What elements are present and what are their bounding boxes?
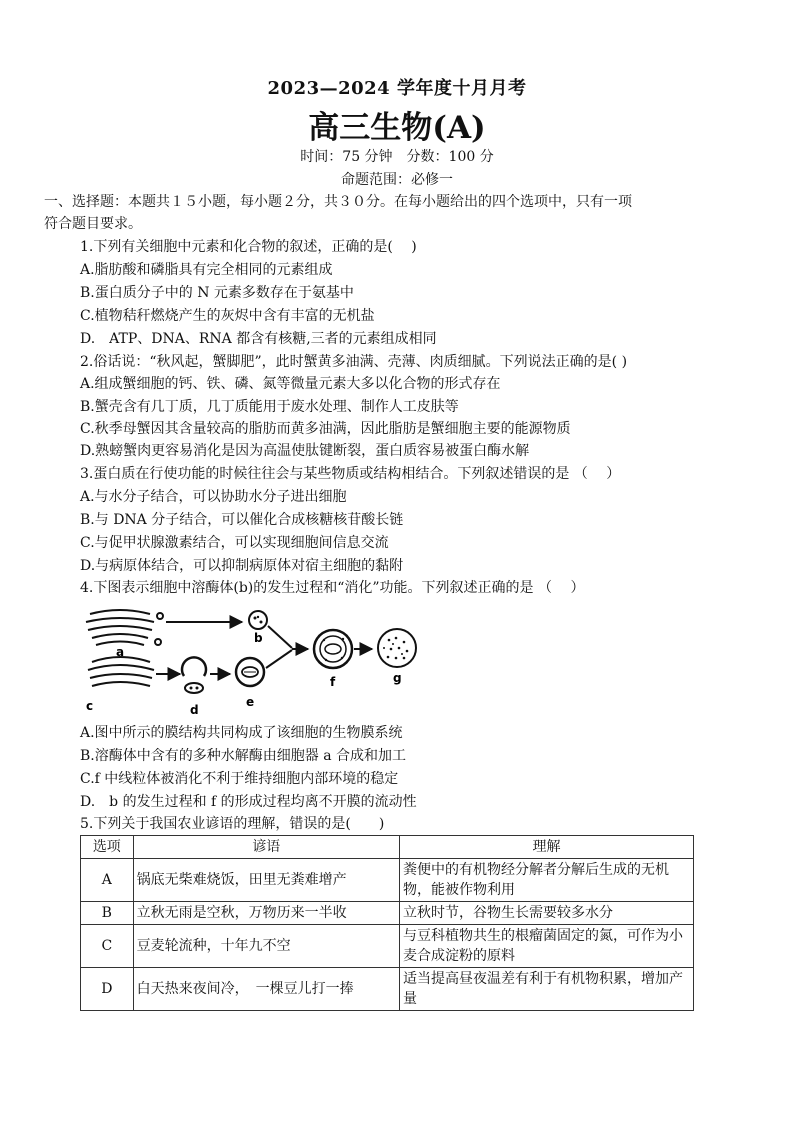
lysosome-diagram [80,602,420,720]
table-row [81,902,694,925]
row-c-option: C [81,925,134,968]
autophagosome-e [236,658,264,686]
section-instructions-line2: 符合题目要求。 [44,216,142,232]
label-c: c [86,699,94,713]
q2-option-a: A.组成蟹细胞的钙、铁、磷、氮等微量元素大多以化合物的形式存在 [80,376,501,392]
forming-vesicle-d [182,657,206,693]
q2-stem: 2.俗话说：“秋风起，蟹脚肥”，此时蟹黄多油满、壳薄、肉质细腻。下列说法正确的是( ) [80,354,628,370]
label-d: d [190,703,199,717]
q2-option-b: B.蟹壳含有几丁质，几丁质能用于废水处理、制作人工皮肤等 [80,399,459,415]
label-f: f [330,675,336,689]
section-instructions-line1: 一、选择题：本题共１５小题，每小题２分，共３０分。在每小题给出的四个选项中，只有一项 [44,194,632,210]
arrow-b-to-f [268,626,292,648]
golgi-apparatus-a [86,610,163,645]
proverb-table [80,835,694,1011]
row-d-option: D [81,968,134,1011]
q2-option-c: C.秋季母蟹因其含量较高的脂肪而黄多油满，因此脂肪是蟹细胞主要的能源物质 [80,421,571,437]
row-a-proverb: 锅底无柴难烧饭，田里无粪难增产 [133,859,399,902]
autolysosome-f [314,630,352,668]
q1-option-c: C.植物秸秆燃烧产生的灰烬中含有丰富的无机盐 [80,308,375,324]
exam-title: 2023—2024 学年度十月月考 [267,78,527,99]
q2-option-d: D.熟螃蟹肉更容易消化是因为高温使肽键断裂，蛋白质容易被蛋白酶水解 [80,443,530,459]
header-option: 选项 [81,836,134,859]
q3-option-c: C.与促甲状腺激素结合，可以实现细胞间信息交流 [80,535,389,551]
subject-title: 高三生物(A) [308,110,486,146]
table-row [81,925,694,968]
endoplasmic-reticulum-c [88,657,154,686]
label-g: g [393,671,402,685]
q4-option-a: A.图中所示的膜结构共同构成了该细胞的生物膜系统 [80,725,403,741]
lysosome-b [249,611,267,629]
time-score-info: 时间：75 分钟 分数：100 分 [300,149,494,165]
arrow-e-to-f [266,650,292,668]
q4-stem: 4.下图表示细胞中溶酶体(b)的发生过程和“消化”功能。下列叙述正确的是 （ ） [80,580,585,596]
q3-option-a: A.与水分子结合，可以协助水分子进出细胞 [80,489,347,505]
row-b-interpretation: 立秋时节，谷物生长需要较多水分 [400,902,694,925]
header-proverb: 谚语 [133,836,399,859]
q4-option-d: D. b 的发生过程和 f 的形成过程均离不开膜的流动性 [80,794,417,810]
table-row [81,968,694,1011]
row-d-proverb: 白天热来夜间冷， 一棵豆儿打一捧 [133,968,399,1011]
table-row [81,859,694,902]
q1-option-b: B.蛋白质分子中的 N 元素多数存在于氨基中 [80,285,354,301]
row-a-option: A [81,859,134,902]
q3-option-b: B.与 DNA 分子结合，可以催化合成核糖核苷酸长链 [80,512,404,528]
q1-stem: 1.下列有关细胞中元素和化合物的叙述，正确的是( ) [80,239,417,255]
label-b: b [254,631,263,645]
q5-stem: 5.下列关于我国农业谚语的理解，错误的是( ) [80,816,385,832]
label-a: a [116,645,125,659]
q4-option-b: B.溶酶体中含有的多种水解酶由细胞器 a 合成和加工 [80,748,406,764]
table-header-row [81,836,694,859]
row-c-proverb: 豆麦轮流种，十年九不空 [133,925,399,968]
row-a-interpretation: 粪便中的有机物经分解者分解后生成的无机物，能被作物利用 [400,859,694,902]
row-b-proverb: 立秋无雨是空秋，万物历来一半收 [133,902,399,925]
q3-stem: 3.蛋白质在行使功能的时候往往会与某些物质或结构相结合。下列叙述错误的是 （ ） [80,466,621,482]
row-d-interpretation: 适当提高昼夜温差有利于有机物积累，增加产量 [400,968,694,1011]
row-c-interpretation: 与豆科植物共生的根瘤菌固定的氮，可作为小麦合成淀粉的原料 [400,925,694,968]
label-e: e [246,695,255,709]
q4-option-c: C.f 中线粒体被消化不利于维持细胞内部环境的稳定 [80,771,399,787]
q3-option-d: D.与病原体结合，可以抑制病原体对宿主细胞的黏附 [80,558,404,574]
q1-option-d: D. ATP、DNA、RNA 都含有核糖,三者的元素组成相同 [80,331,437,347]
row-b-option: B [81,902,134,925]
exam-scope: 命题范围：必修一 [341,172,453,188]
q1-option-a: A.脂肪酸和磷脂具有完全相同的元素组成 [80,262,333,278]
residual-body-g [378,629,416,667]
header-interpretation: 理解 [400,836,694,859]
